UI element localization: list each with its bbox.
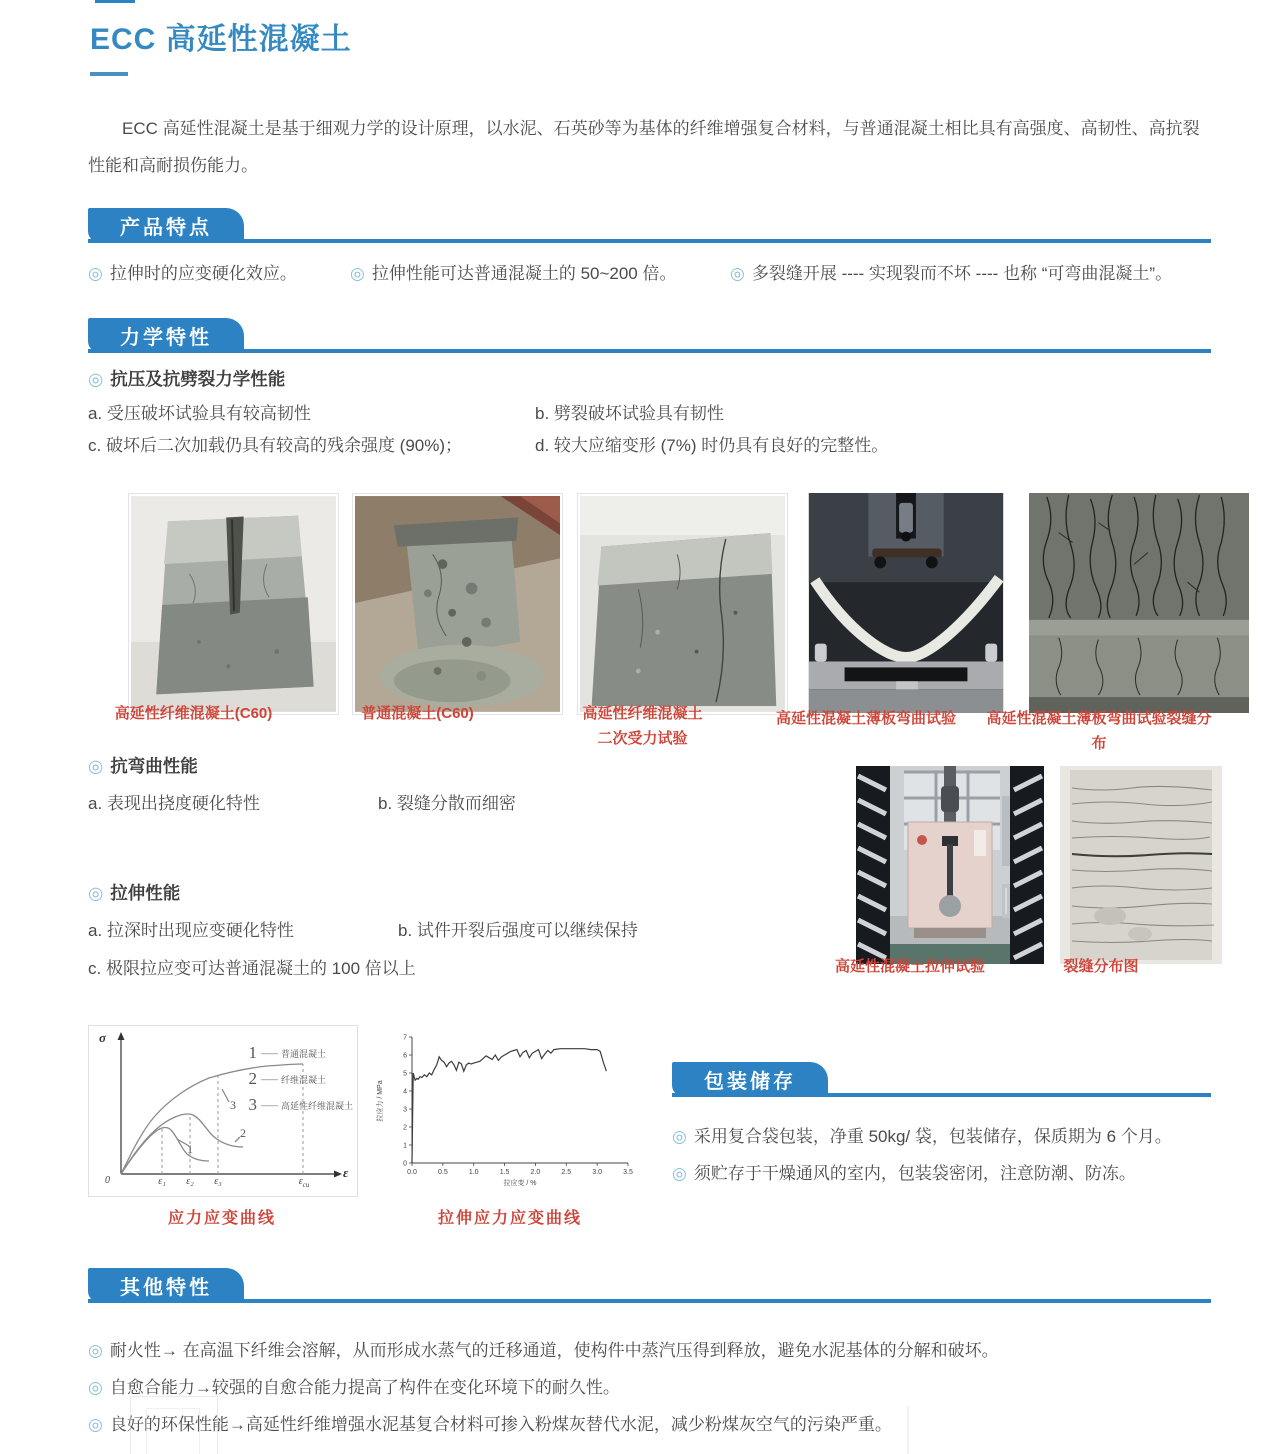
packaging-bullet-text: 采用复合袋包装，净重 50kg/ 袋，包装储存，保质期为 6 个月。 xyxy=(693,1127,1172,1146)
svg-text:4: 4 xyxy=(403,1088,407,1096)
chart-caption: 应力应变曲线 xyxy=(167,1210,276,1227)
other-bullet xyxy=(88,1336,999,1361)
ring-bullet-icon: ◎ xyxy=(350,264,365,283)
ring-bullet-icon: ◎ xyxy=(88,264,103,283)
legend-num: 1 xyxy=(248,1043,257,1062)
concrete-block-notch-image xyxy=(131,496,336,712)
ghost-line xyxy=(907,1406,909,1454)
photo-ecc-second-loading xyxy=(577,493,788,715)
tensile-curve xyxy=(412,1049,606,1163)
packaging-bullet xyxy=(672,1159,1136,1184)
subheading-text: 抗弯曲性能 xyxy=(110,756,198,776)
section-header-other xyxy=(88,1268,1211,1304)
section-rule xyxy=(88,239,1211,243)
legend-row xyxy=(248,1066,353,1092)
x-tick-label xyxy=(291,1176,317,1189)
page-title: ECC 高延性混凝土 xyxy=(90,23,352,56)
x-tick-label: ε₃ xyxy=(214,1176,222,1187)
x-axis-title: 拉应变 / % xyxy=(503,1180,537,1187)
compression-item-d: d. 较大应缩变形 (7%) 时仍具有良好的完整性。 xyxy=(535,436,889,455)
legend-num: 3 xyxy=(248,1095,257,1114)
intro-paragraph: ECC 高延性混凝土是基于细观力学的设计原理，以水泥、石英砂等为基体的纤维增强复合材料，与普通混凝土相比具有高强度、高韧性、高抗裂性能和高耐损伤能力。 xyxy=(88,119,1200,175)
section-rule xyxy=(88,349,1211,353)
svg-text:6: 6 xyxy=(403,1052,407,1060)
chart-tensile-stress-strain xyxy=(368,1025,652,1195)
tensile-chart-canvas xyxy=(368,1025,652,1195)
chart-caption: 拉伸应力应变曲线 xyxy=(437,1210,582,1227)
packaging-bullet xyxy=(672,1122,1172,1147)
photo-crack-distribution-map xyxy=(1060,766,1222,964)
photo-normal-concrete-c60 xyxy=(352,493,563,715)
legend-label: 普通混凝土 xyxy=(280,1048,326,1059)
svg-text:5: 5 xyxy=(403,1070,407,1078)
photo-caption xyxy=(537,701,748,751)
photo-thin-plate-bending-test xyxy=(808,493,1004,713)
chart-schematic-stress-strain xyxy=(88,1025,358,1197)
section-tab-mechanical: 力学特性 xyxy=(88,318,244,353)
tensile-item-b: b. 试件开裂后强度可以继续保持 xyxy=(398,921,638,940)
section-tab-features: 产品特点 xyxy=(88,208,244,243)
ring-bullet-icon: ◎ xyxy=(88,1378,103,1397)
ring-bullet-icon: ◎ xyxy=(88,369,104,389)
svg-text:0.0: 0.0 xyxy=(407,1169,417,1176)
svg-text:0: 0 xyxy=(403,1160,407,1168)
section-tab-other: 其他特性 xyxy=(88,1268,244,1303)
section-header-mechanical xyxy=(88,318,1211,354)
ring-bullet-icon: ◎ xyxy=(672,1127,687,1146)
section-tab-packaging: 包装储存 xyxy=(672,1062,828,1097)
feature-bullet-text: 拉伸性能可达普通混凝土的 50~200 倍。 xyxy=(371,264,677,283)
svg-text:1.5: 1.5 xyxy=(499,1169,510,1176)
y-axis-symbol: σ xyxy=(99,1030,107,1045)
tensile-machine-image xyxy=(856,766,1044,964)
crack-pattern-image xyxy=(1028,493,1250,713)
legend-dash: —— xyxy=(260,1100,277,1110)
epsilon-base: ε xyxy=(298,1176,303,1187)
packaging-bullet-text: 须贮存于干燥通风的室内，包装袋密闭，注意防潮、防冻。 xyxy=(693,1164,1136,1183)
feature-bullet xyxy=(88,259,297,284)
svg-text:2.0: 2.0 xyxy=(530,1169,541,1176)
origin-label: 0 xyxy=(105,1175,110,1186)
legend-label: 纤维混凝土 xyxy=(280,1074,326,1085)
section-rule xyxy=(88,1299,1211,1303)
svg-text:1: 1 xyxy=(403,1142,407,1150)
title-underline xyxy=(90,72,128,76)
compression-item-a: a. 受压破坏试验具有较高韧性 xyxy=(88,404,311,423)
photo-bending-crack-distribution xyxy=(1028,493,1250,713)
svg-text:1.0: 1.0 xyxy=(468,1169,479,1176)
svg-text:3.5: 3.5 xyxy=(623,1169,633,1176)
legend-dash: —— xyxy=(260,1048,277,1058)
feature-bullet xyxy=(730,259,1172,284)
photo-tensile-test-machine xyxy=(856,766,1044,964)
svg-text:3.0: 3.0 xyxy=(592,1169,603,1176)
x-tick-label: ε₂ xyxy=(186,1176,194,1187)
photo-ecc-fiber-concrete-c60 xyxy=(128,493,339,715)
ring-bullet-icon: ◎ xyxy=(88,883,104,903)
ring-bullet-icon: ◎ xyxy=(88,756,104,776)
feature-bullet-text: 拉伸时的应变硬化效应。 xyxy=(109,264,297,283)
ring-bullet-icon: ◎ xyxy=(672,1164,687,1183)
svg-text:3: 3 xyxy=(403,1106,407,1114)
feature-bullet xyxy=(350,259,677,284)
bending-item-b: b. 裂缝分散而细密 xyxy=(378,794,516,813)
tensile-item-a: a. 拉深时出现应变硬化特性 xyxy=(88,921,294,940)
x-axis-symbol: ε xyxy=(343,1165,349,1180)
ghost-outline xyxy=(146,1408,200,1454)
bending-test-image xyxy=(808,493,1004,713)
photo-caption-line2: 二次受力试验 xyxy=(597,730,688,747)
photo-caption: 高延性混凝土薄板弯曲试验裂缝分布 xyxy=(986,710,1212,752)
bending-item-a: a. 表现出挠度硬化特性 xyxy=(88,794,260,813)
subheading-text: 拉伸性能 xyxy=(110,883,181,903)
other-bullet-text: 耐火性→ 在高温下纤维会溶解，从而形成水蒸气的迁移通道，使构件中蒸汽压得到释放，避免水泥基体的分解和破坏。 xyxy=(109,1341,999,1360)
compression-item-b: b. 劈裂破坏试验具有韧性 xyxy=(535,404,724,423)
photo-caption: 高延性纤维混凝土(C60) xyxy=(114,705,273,722)
chart-legend xyxy=(248,1040,353,1118)
legend-num: 2 xyxy=(248,1069,257,1088)
subheading-bending xyxy=(88,753,198,778)
top-bleed-mark xyxy=(95,0,135,3)
subheading-text: 抗压及抗劈裂力学性能 xyxy=(110,369,286,389)
svg-text:0.5: 0.5 xyxy=(437,1169,448,1176)
curve-label-1: 1 xyxy=(187,1142,193,1156)
other-bullet-text: 自愈合能力→较强的自愈合能力提高了构件在变化环境下的耐久性。 xyxy=(109,1378,620,1397)
y-axis-title: 拉应力 / MPa xyxy=(377,1080,384,1122)
legend-dash: —— xyxy=(260,1074,277,1084)
photo-caption: 高延性混凝土薄板弯曲试验 xyxy=(775,710,956,727)
legend-row xyxy=(248,1040,353,1066)
tensile-item-c: c. 极限拉应变可达普通混凝土的 100 倍以上 xyxy=(88,959,416,978)
legend-label: 高延性纤维混凝土 xyxy=(280,1100,353,1111)
ring-bullet-icon: ◎ xyxy=(88,1341,103,1360)
ring-bullet-icon: ◎ xyxy=(88,1415,103,1434)
feature-bullet-text: 多裂缝开展 ---- 实现裂而不坏 ---- 也称 “可弯曲混凝土”。 xyxy=(751,264,1173,283)
svg-text:2.5: 2.5 xyxy=(561,1169,572,1176)
crack-map-image xyxy=(1060,766,1222,964)
concrete-block-image xyxy=(580,496,785,712)
subheading-compression xyxy=(88,366,285,391)
svg-text:7: 7 xyxy=(403,1034,407,1042)
photo-caption-line1: 高延性纤维混凝土 xyxy=(582,705,703,722)
x-tick-label: ε₁ xyxy=(158,1176,166,1187)
curve-label-2: 2 xyxy=(240,1126,246,1140)
legend-row xyxy=(248,1092,353,1118)
compression-item-c: c. 破坏后二次加载仍具有较高的残余强度 (90%)； xyxy=(88,436,463,455)
photo-caption: 裂缝分布图 xyxy=(1063,958,1139,975)
photo-caption: 高延性混凝土拉伸试验 xyxy=(834,958,985,975)
svg-text:2: 2 xyxy=(403,1124,407,1132)
curve-label-3: 3 xyxy=(230,1098,236,1112)
epsilon-sub: cu xyxy=(302,1181,310,1189)
section-header-packaging xyxy=(672,1062,1211,1098)
subheading-tensile xyxy=(88,880,180,905)
other-bullet xyxy=(88,1373,620,1398)
crushed-concrete-image xyxy=(355,496,560,712)
ring-bullet-icon: ◎ xyxy=(730,264,745,283)
section-header-features xyxy=(88,208,1211,244)
photo-caption: 普通混凝土(C60) xyxy=(361,705,474,722)
other-bullet-text: 良好的环保性能→高延性纤维增强水泥基复合材料可掺入粉煤灰替代水泥，减少粉煤灰空气的污染严重。 xyxy=(109,1415,892,1434)
